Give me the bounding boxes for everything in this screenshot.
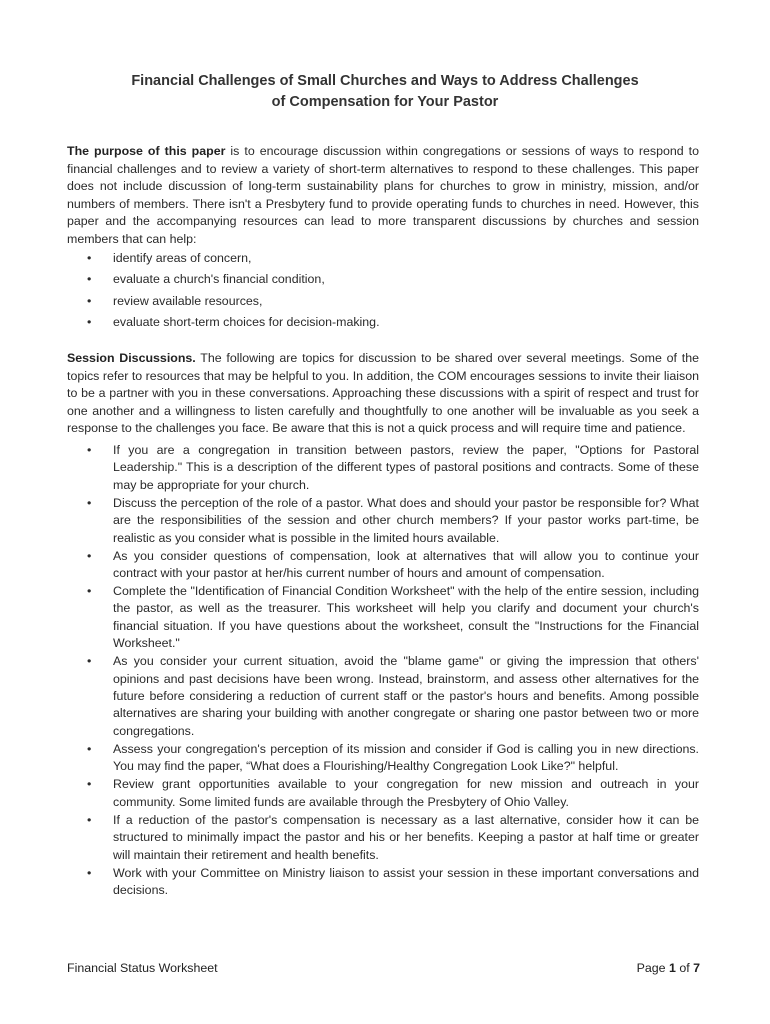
footer-title: Financial Status Worksheet <box>67 961 218 975</box>
bullet-icon: • <box>87 314 92 329</box>
session-paragraph <box>67 350 699 438</box>
list-item: • If a reduction of the pastor's compensation is necessary as a last alternative, consider how it can be structured to minimally impact the pastor and his or her benefits. Keeping a pastor at half time or greater will maintain their retirement and health benefits. <box>87 812 699 862</box>
list-item: • review available resources, <box>67 293 699 314</box>
list-item: • If you are a congregation in transition between pastors, review the paper, "Options for Pastoral Leadership." This is a description of the different types of pastoral positions and contracts. Some of these may be appropriate for your church. <box>87 443 699 492</box>
bullet-icon: • <box>87 293 92 308</box>
session-bullet-list <box>67 442 699 900</box>
list-item: • Discuss the perception of the role of a pastor. What does and should your pastor be responsible for? What are the responsibilities of the session and other church members? If your pastor works part-time, be realistic as you consider what is possible in the limited hours available. <box>87 495 699 545</box>
purpose-text: is to encourage discussion within congregations or sessions of ways to respond to financial challenges and to review a variety of short-term alternatives to respond to these challenges. This paper does not include discussion of long-term sustainability plans for churches to grow in ministry, mission, and/or numbers of members. There isn't a Presbytery fund to provide operating funds to churches in need. However, this paper and the accompanying resources can lead to more transparent discussions by churches and session members that can help: <box>67 144 699 246</box>
page-title <box>60 71 710 113</box>
list-item: • Complete the "Identification of Financial Condition Worksheet" with the help of the entire session, including the pastor, as well as the treasurer. This worksheet will help you clarify and document your church's financial situation. If you have questions about the worksheet, consult the "Instructions for the Financial Worksheet." <box>87 584 699 651</box>
purpose-paragraph <box>67 143 699 249</box>
list-item: • Assess your congregation's perception of its mission and consider if God is calling you in new directions. You may find the paper, “What does a Flourishing/Healthy Congregation Look Like?" helpful. <box>87 741 699 774</box>
list-item: • Review grant opportunities available to your congregation for new mission and outreach in your community. Some limited funds are available through the Presbytery of Ohio Valley. <box>87 777 699 809</box>
purpose-lead: The purpose of this paper <box>67 144 226 158</box>
session-text: The following are topics for discussion to be shared over several meetings. Some of the topics refer to resources that may be helpful to you. In addition, the COM encourages sessions to invite their liaison to be a partner with you in these conversations. Approaching these discussions with a spirit of respect and trust for one another and a willingness to listen carefully and thoughtfully to one another will be invaluable as you seek a response to the challenges you face. Be aware that this is not a quick process and will require time and patience. <box>67 351 699 436</box>
bullet-icon: • <box>87 443 92 457</box>
bullet-icon: • <box>87 741 92 756</box>
title-line-2: of Compensation for Your Pastor <box>271 94 499 110</box>
list-item: • Work with your Committee on Ministry liaison to assist your session in these important conversations and decisions. <box>87 865 699 897</box>
page-number: Page 1 of 7 <box>636 961 700 975</box>
session-lead: Session Discussions. <box>67 351 196 365</box>
title-line-1: Financial Challenges of Small Churches and Ways to Address Challenges <box>131 73 639 89</box>
bullet-icon: • <box>87 865 92 880</box>
list-item: • identify areas of concern, <box>67 250 699 271</box>
list-item: • As you consider your current situation, avoid the "blame game" or giving the impression that others' opinions and past decisions have been wrong. Instead, brainstorm, and assess other alternatives for the future before considering a reduction of current staff or the pastor's hours and benefits. Among possible alternatives are sharing your building with another congregate or sharing one pastor between two or more congregations. <box>87 654 699 738</box>
purpose-bullet-list <box>67 250 699 335</box>
bullet-icon: • <box>87 251 92 265</box>
list-item: • evaluate short-term choices for decision-making. <box>67 314 699 335</box>
bullet-icon: • <box>87 548 92 563</box>
list-item: • evaluate a church's financial condition, <box>67 271 699 292</box>
bullet-icon: • <box>87 272 92 287</box>
bullet-icon: • <box>87 584 92 599</box>
bullet-icon: • <box>87 495 92 510</box>
bullet-icon: • <box>87 812 92 827</box>
bullet-icon: • <box>87 777 92 792</box>
bullet-icon: • <box>87 654 92 669</box>
list-item: • As you consider questions of compensation, look at alternatives that will allow you to continue your contract with your pastor at her/his current number of hours and amount of compensation. <box>87 548 699 581</box>
